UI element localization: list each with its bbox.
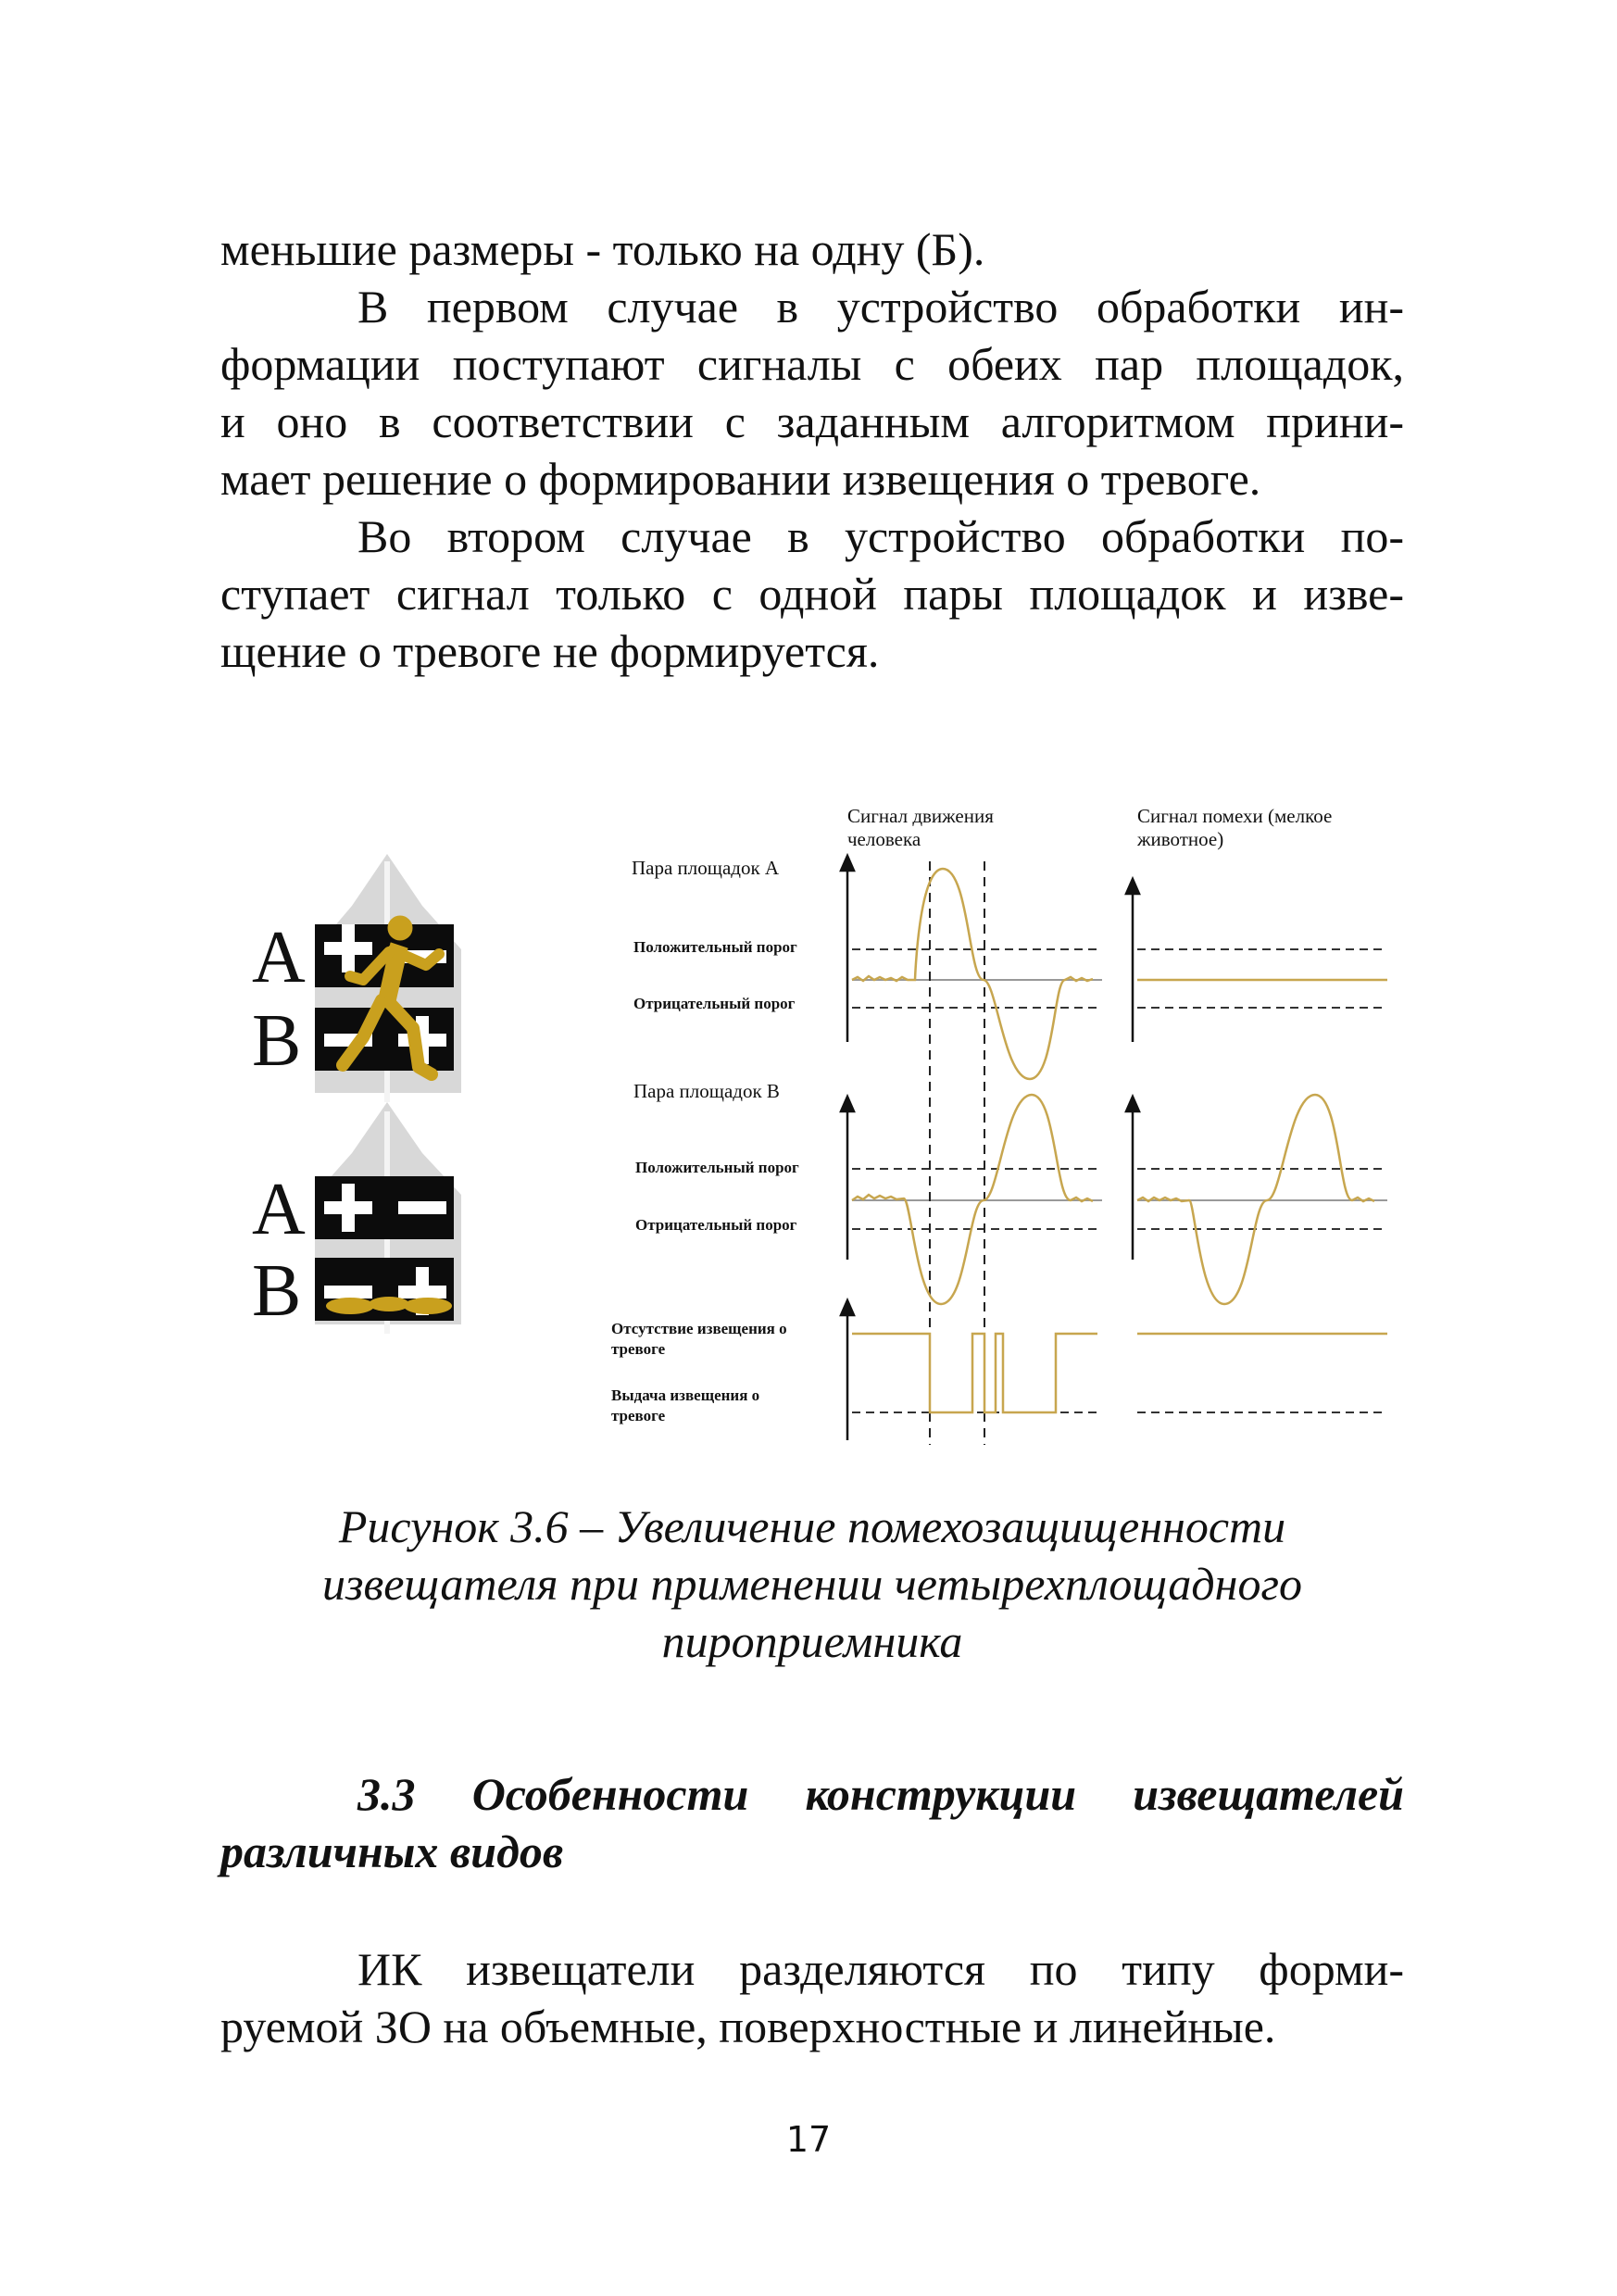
signal-axes bbox=[841, 856, 1139, 1440]
figure-caption bbox=[220, 1498, 1404, 1670]
no-alarm-label: Отсутствие извещения о тревоге bbox=[611, 1320, 787, 1358]
text-line: щение о тревоге не формируется. bbox=[220, 625, 880, 677]
text-line: ИК извещатели разделяются по типу форми- bbox=[357, 1943, 1404, 1995]
heading-line: различных видов bbox=[220, 1826, 564, 1877]
signal-curves bbox=[852, 869, 1387, 1412]
text-line: Во втором случае в устройство обработки по- bbox=[357, 510, 1404, 562]
alarm-output-human bbox=[852, 1334, 1097, 1412]
neg-threshold-label-b: Отрицательный порог bbox=[635, 1216, 797, 1234]
pad-label-a: A bbox=[252, 1169, 306, 1250]
text-line: руемой ЗО на объемные, поверхностные и линейные. bbox=[220, 2001, 1276, 2052]
figure-3-6 bbox=[0, 797, 1617, 1463]
column-header-human: Сигнал движения человека bbox=[847, 805, 994, 850]
alarm-label: Выдача извещения о тревоге bbox=[611, 1386, 760, 1424]
paragraph-2 bbox=[220, 508, 1404, 680]
caption-line: Рисунок 3.6 – Увеличение помехозащищенности bbox=[338, 1500, 1286, 1552]
paragraph-1 bbox=[220, 220, 1404, 508]
heading-line: 3.3 Особенности конструкции извещателей bbox=[357, 1768, 1404, 1820]
signal-pair-a-human bbox=[852, 869, 1093, 1079]
page-number: 17 bbox=[785, 2119, 832, 2160]
text-line: ступает сигнал только с одной пары площадок и изве- bbox=[220, 568, 1404, 620]
column-header-noise: Сигнал помехи (мелкое животное) bbox=[1137, 805, 1333, 850]
paragraph-3 bbox=[220, 1940, 1404, 2055]
threshold-lines bbox=[852, 949, 1387, 1412]
text-line: формации поступают сигналы с обеих пар площадок, bbox=[220, 338, 1404, 390]
human-pads-illustration bbox=[252, 854, 461, 1102]
section-heading bbox=[220, 1765, 1404, 1880]
animal-pads-illustration bbox=[252, 1102, 461, 1334]
pad-label-b: B bbox=[252, 1000, 302, 1082]
pos-threshold-label-a: Положительный порог bbox=[633, 938, 797, 956]
pair-b-label: Пара площадок В bbox=[633, 1080, 780, 1102]
pair-a-label: Пара площадок А bbox=[632, 857, 780, 879]
caption-line: извещателя при применении четырехплощадного bbox=[322, 1558, 1302, 1610]
caption-line: пироприемника bbox=[661, 1615, 963, 1667]
text-line: мает решение о формировании извещения о тревоге. bbox=[220, 453, 1261, 505]
neg-threshold-label-a: Отрицательный порог bbox=[633, 995, 796, 1012]
text-line: и оно в соответствии с заданным алгоритмом прини- bbox=[220, 395, 1404, 447]
pad-label-b: B bbox=[252, 1250, 302, 1332]
pos-threshold-label-b: Положительный порог bbox=[635, 1159, 799, 1176]
baselines bbox=[852, 980, 1387, 1200]
text-line: В первом случае в устройство обработки ин- bbox=[357, 281, 1404, 332]
pad-label-a: A bbox=[252, 917, 306, 998]
text-line: меньшие размеры - только на одну (Б). bbox=[220, 223, 985, 275]
